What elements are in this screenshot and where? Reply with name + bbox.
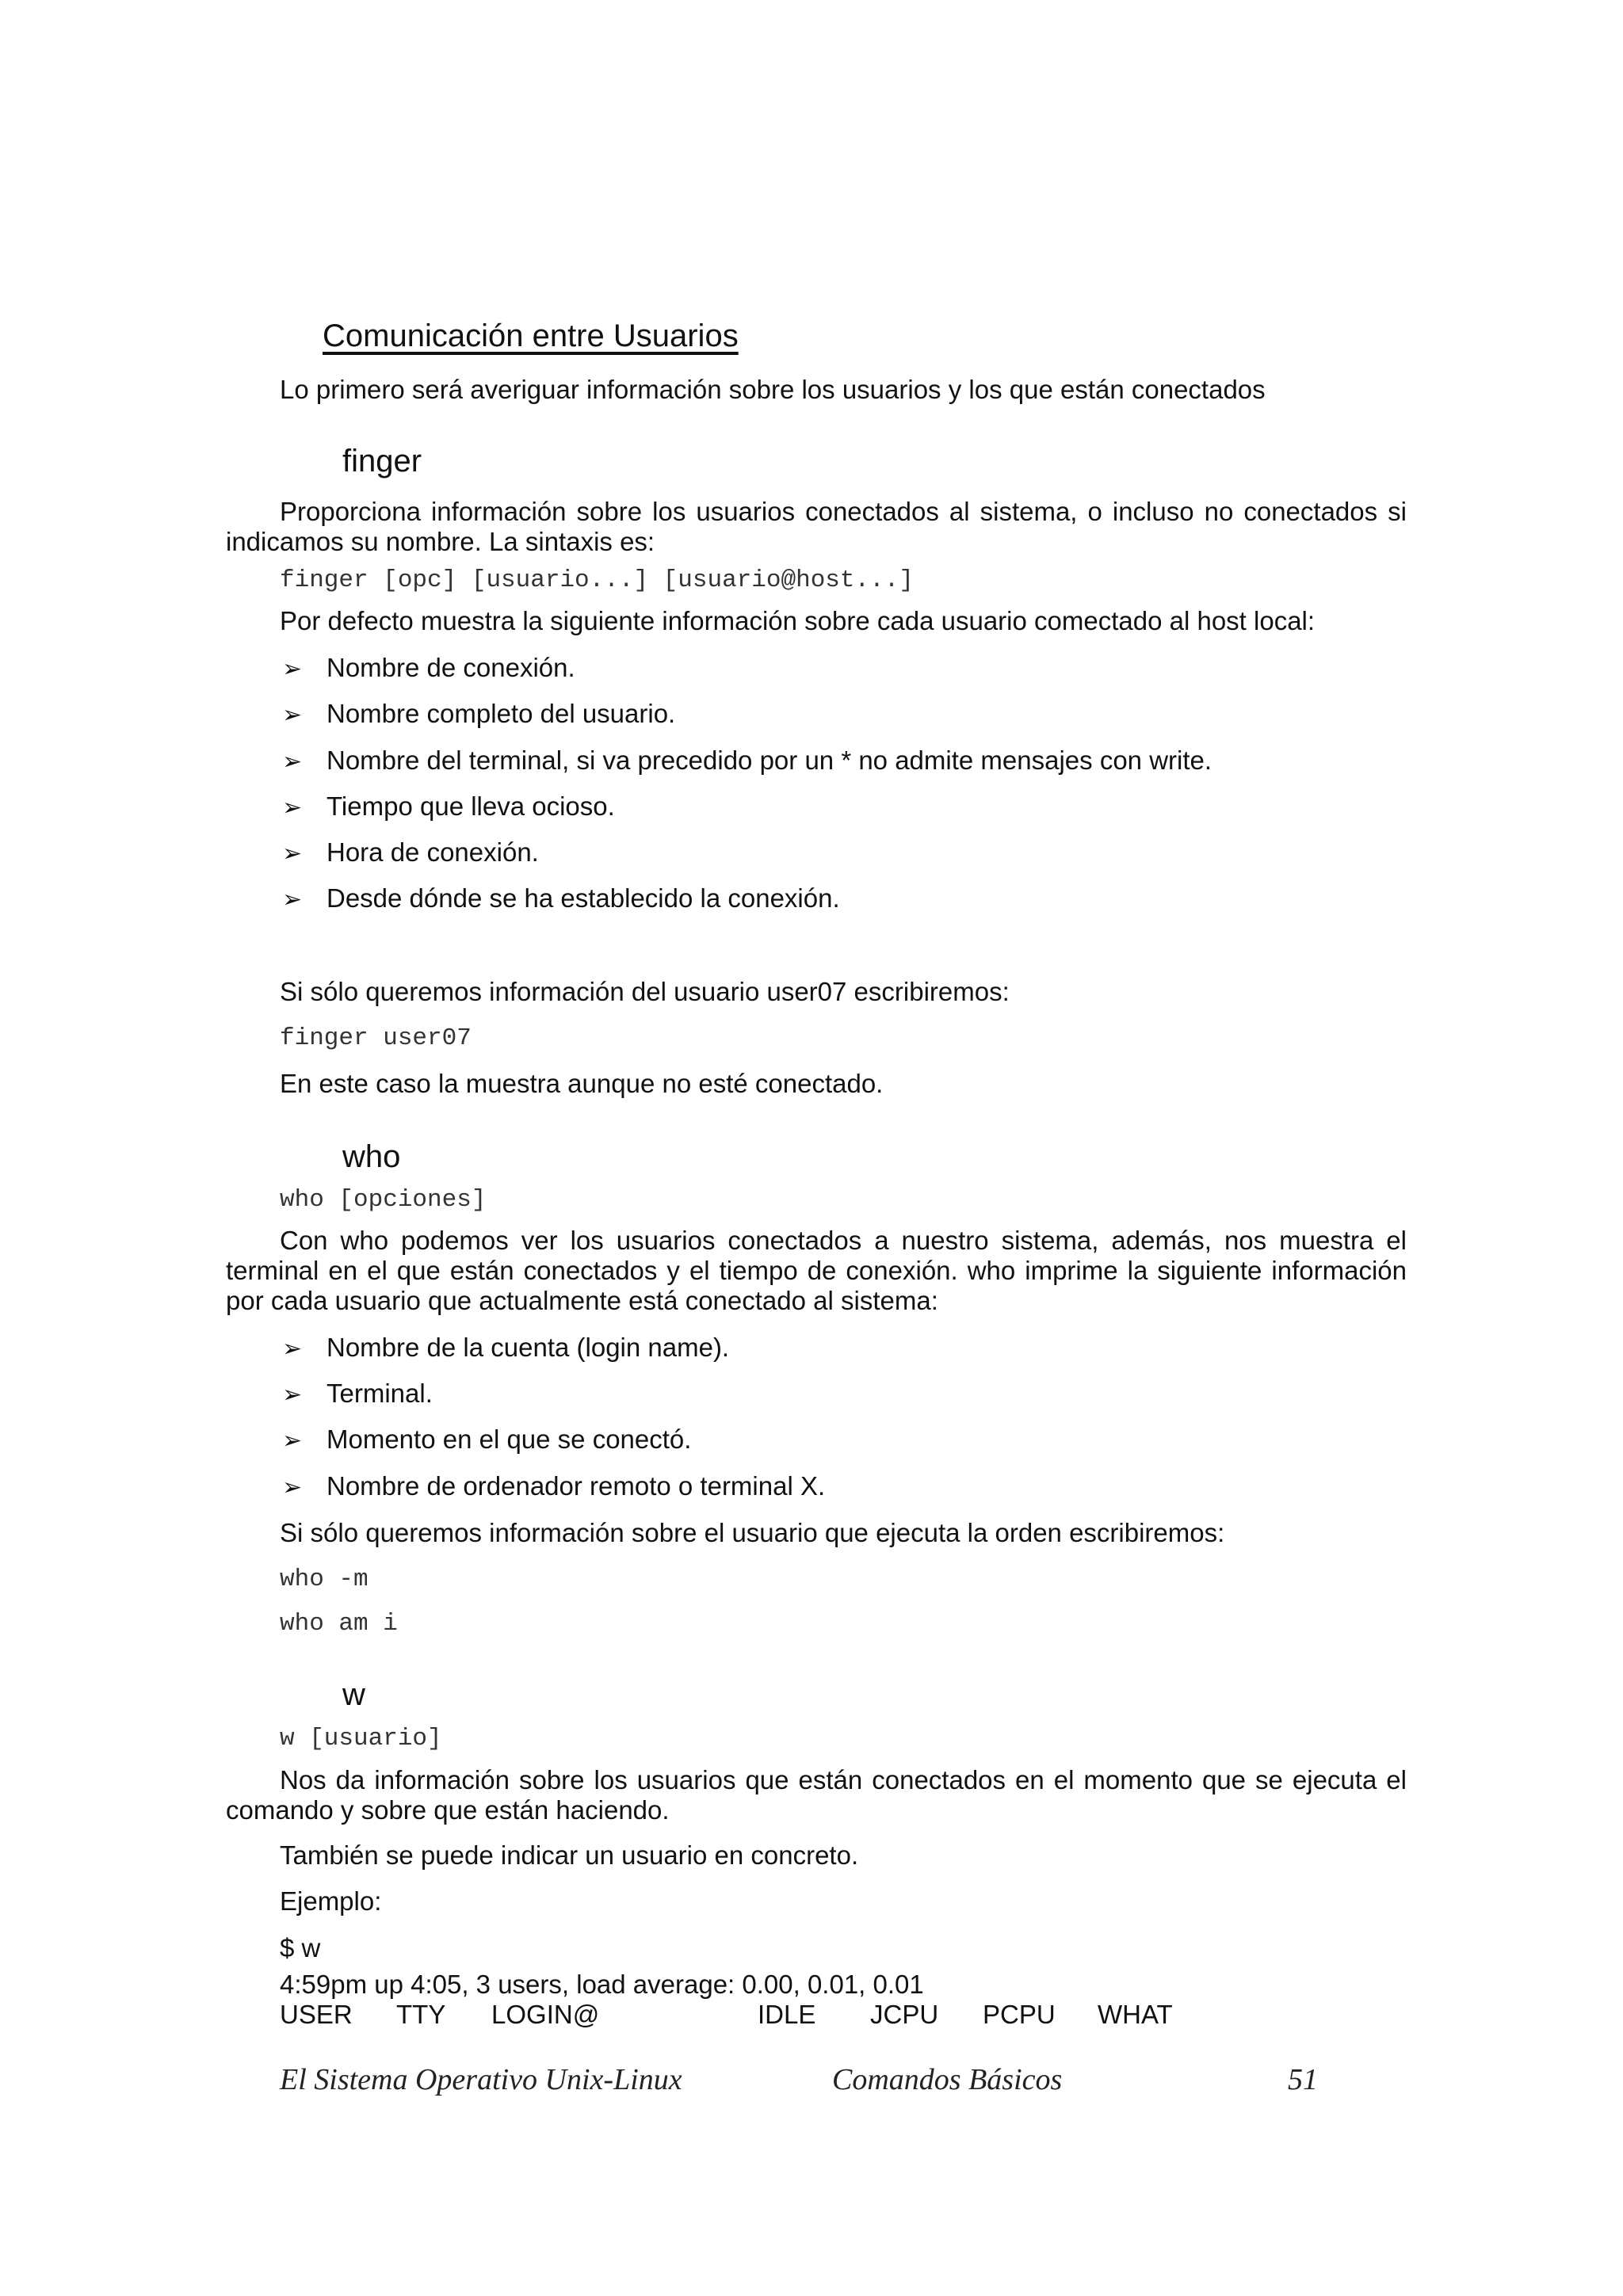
column-jcpu: JCPU bbox=[870, 2000, 939, 2029]
finger-default-info: Por defecto muestra la siguiente información sobre cada usuario comectado al host local: bbox=[280, 606, 1316, 635]
intro-paragraph: Lo primero será averiguar información sobre los usuarios y los que están conectados bbox=[280, 375, 1266, 404]
column-tty: TTY bbox=[396, 2000, 446, 2029]
who-example-m: who -m bbox=[280, 1566, 369, 1593]
w-syntax: w [usuario] bbox=[280, 1725, 442, 1753]
who-example-am-i: who am i bbox=[280, 1610, 398, 1638]
w-prompt: $ w bbox=[280, 1933, 321, 1962]
arrow-bullet-icon: ➢ bbox=[282, 795, 303, 821]
arrow-bullet-icon: ➢ bbox=[282, 1474, 303, 1501]
finger-heading: finger bbox=[342, 444, 422, 479]
footer-chapter: Comandos Básicos bbox=[832, 2063, 1063, 2096]
finger-note: En este caso la muestra aunque no esté conectado. bbox=[280, 1069, 884, 1098]
finger-syntax: finger [opc] [usuario...] [usuario@host...] bbox=[280, 566, 914, 594]
w-description: Nos da información sobre los usuarios que están conectados en el momento que se ejecuta el comando y sobre que están haciendo. bbox=[226, 1765, 1407, 1825]
arrow-bullet-icon: ➢ bbox=[282, 887, 303, 913]
column-login: LOGIN@ bbox=[491, 2000, 600, 2029]
column-user: USER bbox=[280, 2000, 353, 2029]
w-column-header bbox=[280, 2000, 1310, 2031]
arrow-bullet-icon: ➢ bbox=[282, 749, 303, 775]
arrow-bullet-icon: ➢ bbox=[282, 1428, 303, 1454]
footer-book-title: El Sistema Operativo Unix-Linux bbox=[280, 2063, 682, 2096]
column-idle: IDLE bbox=[758, 2000, 816, 2029]
finger-single-user: Si sólo queremos información del usuario user07 escribiremos: bbox=[280, 977, 1010, 1006]
document-page: Comunicación entre Usuarios Lo primero será averiguar información sobre los usuarios y los que están conectados finger Proporciona información sobre los usuarios conectados al sistema, o incluso no conectados si indicamos su nombre. La sintaxis es: finger [opc] [usuario...] [usuario@host...] Por defecto muestra la siguiente información sobre cada usuario comectado al host local: ➢ Nombre de conexión. ➢ Nombre completo del usuario. ➢ Nombre del terminal, si va precedido por un * no admite mensajes con write. ➢ Tiempo que lleva ocioso. ➢ Hora de conexión. ➢ Desde dónde se ha establecido la conexión. Si sólo queremos información del usuario user07 escribiremos: finger user07 En este caso la muestra aunque no esté conectado. who who [opciones] Con who podemos ver los usuarios conectados a nuestro sistema, además, nos muestra el terminal en el que están conectados y el tiempo de conexión. who imprime la siguiente información por cada usuario que actualmente está conectado al sistema: ➢ Nombre de la cuenta (login name). ➢ Terminal. ➢ Momento en el que se conectó. ➢ Nombre de ordenador remoto o terminal X. Si sólo queremos información sobre el usuario que ejecuta la orden escribiremos: who -m who am i w w [usuario] Nos da información sobre los usuarios que están conectados en el momento que se ejecuta el comando y sobre que están haciendo. También se puede indicar un usuario en concreto. Ejemplo: $ w 4:59pm up 4:05, 3 users, load average: 0.00, 0.01, 0.01 USER TTY LOGIN@ IDLE JCPU PCPU WHAT El Sistema Operativo Unix-Linux Comandos Básicos 51 bbox=[226, 318, 1407, 2096]
finger-example: finger user07 bbox=[280, 1024, 472, 1052]
w-example-label: Ejemplo: bbox=[280, 1886, 382, 1916]
arrow-bullet-icon: ➢ bbox=[282, 1382, 303, 1408]
who-description: Con who podemos ver los usuarios conectados a nuestro sistema, además, nos muestra el terminal en el que están conectados y el tiempo de conexión. who imprime la siguiente información por cada usuario que actualmente está conectado al sistema: bbox=[226, 1226, 1407, 1315]
section-title: Comunicación entre Usuarios bbox=[323, 318, 739, 353]
column-pcpu: PCPU bbox=[983, 2000, 1056, 2029]
who-heading: who bbox=[342, 1139, 401, 1174]
arrow-bullet-icon: ➢ bbox=[282, 702, 303, 728]
arrow-bullet-icon: ➢ bbox=[282, 1336, 303, 1362]
who-self-info: Si sólo queremos información sobre el usuario que ejecuta la orden escribiremos: bbox=[280, 1518, 1225, 1547]
arrow-bullet-icon: ➢ bbox=[282, 841, 303, 867]
w-heading: w bbox=[342, 1677, 365, 1712]
column-what: WHAT bbox=[1098, 2000, 1173, 2029]
who-syntax: who [opciones] bbox=[280, 1186, 487, 1214]
w-note: También se puede indicar un usuario en concreto. bbox=[280, 1840, 859, 1870]
arrow-bullet-icon: ➢ bbox=[282, 656, 303, 682]
finger-description: Proporciona información sobre los usuarios conectados al sistema, o incluso no conectados si indicamos su nombre. La sintaxis es: bbox=[226, 497, 1407, 556]
w-uptime-line: 4:59pm up 4:05, 3 users, load average: 0.00, 0.01, 0.01 bbox=[280, 1970, 924, 1999]
footer-page-number: 51 bbox=[1288, 2063, 1318, 2096]
